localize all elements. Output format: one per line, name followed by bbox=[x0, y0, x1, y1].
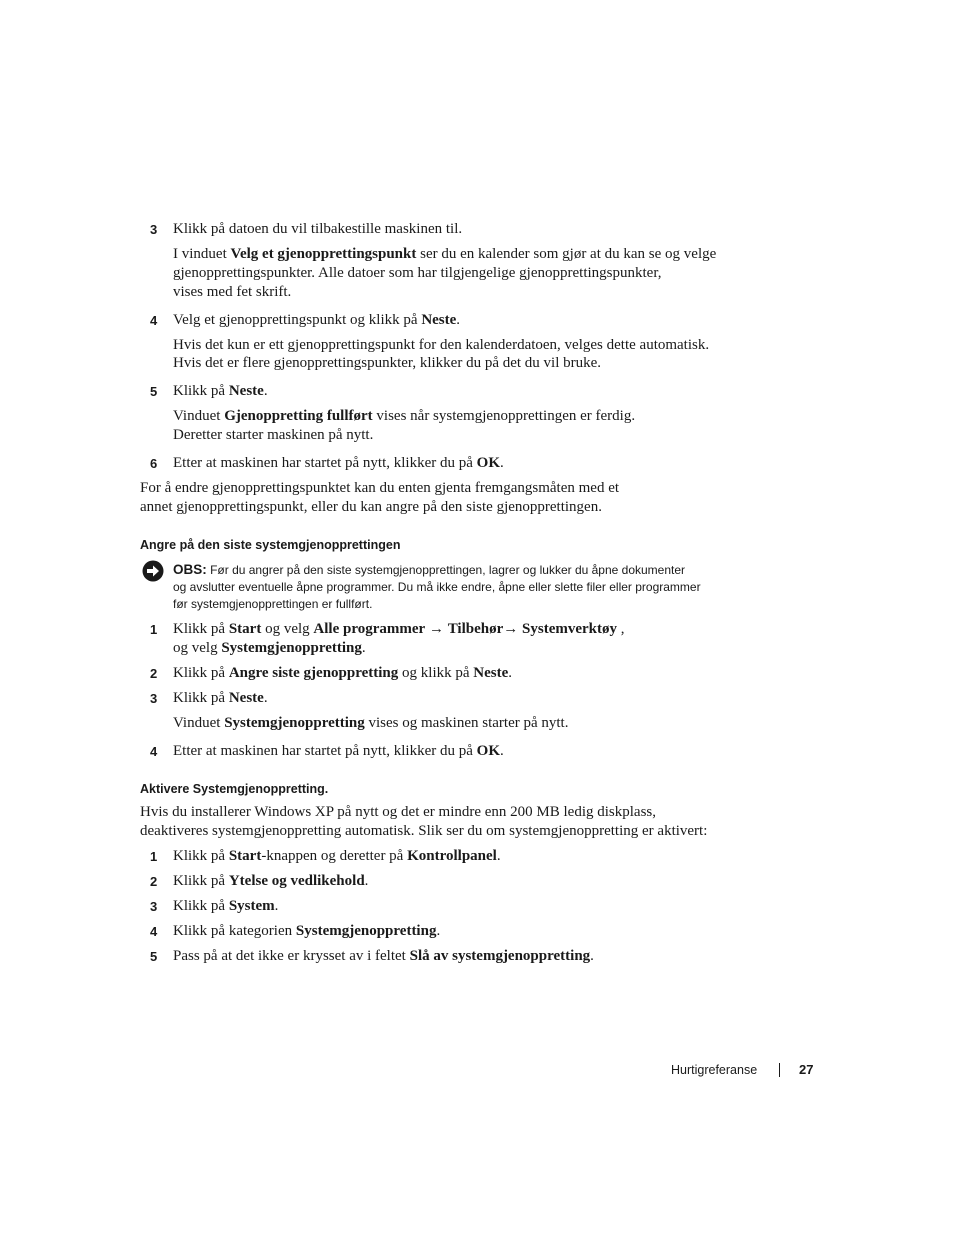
paragraph: For å endre gjenopprettingspunktet kan du enten gjenta fremgangsmåten med et bbox=[140, 480, 620, 496]
section-heading: Angre på den siste systemgjenopprettingen bbox=[140, 538, 401, 552]
section-heading: Aktivere Systemgjenoppretting. bbox=[140, 782, 329, 796]
step-text: Etter at maskinen har startet på nytt, klikker du på OK. bbox=[173, 743, 504, 759]
step-number: 4 bbox=[150, 313, 158, 328]
step-number: 1 bbox=[150, 849, 158, 864]
footer-section-name: Hurtigreferanse bbox=[671, 1063, 758, 1077]
step-text: Klikk på kategorien Systemgjenoppretting. bbox=[173, 923, 441, 939]
page-number: 27 bbox=[799, 1062, 814, 1077]
step-text: Velg et gjenopprettingspunkt og klikk på Neste. bbox=[173, 312, 461, 328]
step-detail: vises med fet skrift. bbox=[173, 284, 292, 300]
step-number: 5 bbox=[150, 949, 158, 964]
step-detail: I vinduet Velg et gjenopprettingspunkt ser du en kalender som gjør at du kan se og velge bbox=[173, 246, 717, 262]
step-text: Klikk på Angre siste gjenoppretting og klikk på Neste. bbox=[173, 665, 513, 681]
step-number: 5 bbox=[150, 384, 158, 399]
step-text: Pass på at det ikke er krysset av i feltet Slå av systemgjenoppretting. bbox=[173, 948, 594, 964]
step-text: Klikk på Neste. bbox=[173, 690, 268, 706]
note-text: og avslutter eventuelle åpne programmer. Du må ikke endre, åpne eller slette filer eller programmer bbox=[173, 580, 701, 594]
step-text: Klikk på Ytelse og vedlikehold. bbox=[173, 873, 369, 889]
step-number: 2 bbox=[150, 874, 158, 889]
step-number: 2 bbox=[150, 666, 158, 681]
step-number: 1 bbox=[150, 622, 158, 637]
step-detail: Hvis det er flere gjenopprettingspunkter, klikker du på det du vil bruke. bbox=[173, 355, 602, 371]
step-detail: Deretter starter maskinen på nytt. bbox=[173, 427, 374, 443]
note-text: før systemgjenopprettingen er fullført. bbox=[173, 597, 373, 611]
step-text: Klikk på Neste. bbox=[173, 383, 268, 399]
step-number: 4 bbox=[150, 924, 158, 939]
paragraph: deaktiveres systemgjenoppretting automatisk. Slik ser du om systemgjenoppretting er aktivert: bbox=[140, 823, 708, 839]
step-number: 6 bbox=[150, 456, 158, 471]
paragraph: annet gjenopprettingspunkt, eller du kan angre på den siste gjenopprettingen. bbox=[140, 499, 602, 515]
step-text: Klikk på Start og velg Alle programmer → Tilbehør→ Systemverktøy , bbox=[173, 621, 625, 637]
step-number: 3 bbox=[150, 691, 158, 706]
step-detail: Hvis det kun er ett gjenopprettingspunkt for den kalenderdatoen, velges dette automatisk. bbox=[173, 337, 710, 353]
step-text: Klikk på System. bbox=[173, 898, 279, 914]
step-number: 3 bbox=[150, 899, 158, 914]
step-text: og velg Systemgjenoppretting. bbox=[173, 640, 366, 656]
step-number: 3 bbox=[150, 222, 158, 237]
note-text: OBS: Før du angrer på den siste systemgjenopprettingen, lagrer og lukker du åpne dokumenter bbox=[173, 562, 686, 577]
step-detail: Vinduet Systemgjenoppretting vises og maskinen starter på nytt. bbox=[173, 715, 569, 731]
arrow-circle-icon bbox=[142, 560, 164, 582]
step-detail: Vinduet Gjenoppretting fullført vises når systemgjenopprettingen er ferdig. bbox=[173, 408, 636, 424]
step-text: Klikk på datoen du vil tilbakestille maskinen til. bbox=[173, 221, 463, 237]
step-text: Klikk på Start-knappen og deretter på Kontrollpanel. bbox=[173, 848, 501, 864]
step-text: Etter at maskinen har startet på nytt, klikker du på OK. bbox=[173, 455, 504, 471]
step-detail: gjenopprettingspunkter. Alle datoer som har tilgjengelige gjenopprettingspunkter, bbox=[173, 265, 662, 281]
step-number: 4 bbox=[150, 744, 158, 759]
paragraph: Hvis du installerer Windows XP på nytt og det er mindre enn 200 MB ledig diskplass, bbox=[140, 804, 657, 820]
footer-divider bbox=[779, 1063, 780, 1077]
